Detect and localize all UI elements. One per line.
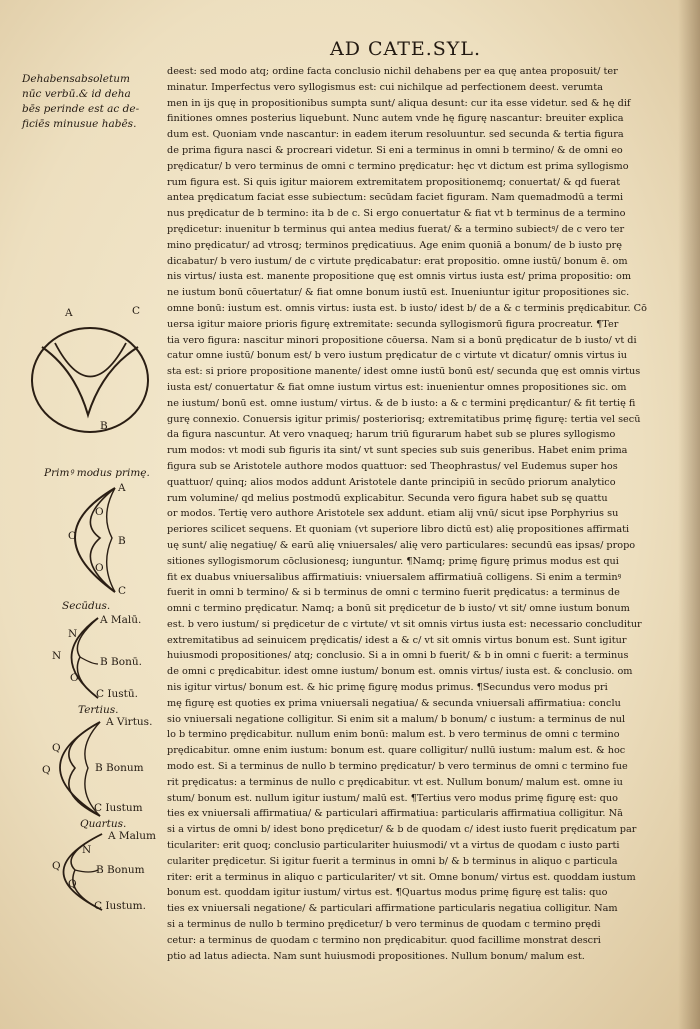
figure-diagram [20, 612, 170, 707]
margin-gloss-line: nūc verbū.& id deha [22, 88, 131, 100]
figure-label-c: C Iustum [94, 802, 143, 814]
figure-label-q: Q [68, 878, 77, 890]
text-line: mę figurę est quoties ex prima vniuersali negatiua/ & secunda vniuersali affirmatiua: conclu [167, 697, 621, 709]
text-line: nus prędicatur de b termino: ita b de c. Si ergo conuertatur & fiat vt b terminus de a termino [167, 208, 626, 220]
text-line: sta est: si priore propositione manente/ idest omne iustū bonū est/ secunda quę est omnis virtus [167, 366, 641, 378]
text-line: cetur: a terminus de quodam c termino non prędicabitur. quod facillime monstrat descri [167, 934, 601, 946]
figure-diagram [20, 480, 170, 605]
main-text-column [167, 64, 665, 964]
figure-label-a: A Malū. [100, 614, 142, 626]
figure-label-o: O [68, 530, 77, 542]
text-line: antea prędicatum faciat esse subiectum: secūdam faciet figuram. Nam quemadmodū a termi [167, 192, 624, 204]
text-line: or modos. Tertię vero authore Aristotele sex addunt. etiam alij vnū/ sicut ipse Porphyrius su [167, 508, 619, 520]
text-line: nis virtus/ iusta est. manente propositione quę est omnis virtus iusta est/ prima propositio: om [167, 271, 632, 283]
text-line: figura sub se Aristotele authore modos quattuor: sed Theophrastus/ vel Eudemus super hos [167, 460, 618, 472]
text-line: uę sunt/ alię negatiuę/ & earū alię vniuersales/ alię vero particulares: secundū eas ipsas/ propo [167, 539, 636, 551]
page-gutter-shadow [678, 0, 700, 1029]
text-line: ties ex vniuersali negatione/ & particulari affirmatione particularis negatiua colligitur. Nam [167, 903, 618, 915]
text-line: omni c termino prędicatur. Namq; a bonū sit prędicetur de b iusto/ vt sit/ omne iustum bonum [167, 603, 630, 615]
margin-gloss [22, 72, 172, 132]
text-line: prędicabitur. omne enim iustum: bonum est. quare colligitur/ nullū iustum: malum est. & hoc [167, 745, 626, 757]
text-line: rum figura est. Si quis igitur maiorem extremitatem propositionemq; conuertat/ & qd fuerat [167, 176, 621, 188]
text-line: lo b termino prędicabitur. nullum enim bonū: malum est. b vero terminus de omni c termino [167, 729, 620, 741]
text-line: iusta est/ conuertatur & fiat omne iustum virtus est: inuenientur omnes propositiones sic. om [167, 381, 627, 393]
text-line: ne iustum bonū cōuertatur/ & fiat omne bonum iustū est. Inueniuntur igitur propositiones sic. [167, 287, 630, 299]
figure-label-b: B [118, 535, 126, 547]
figure-label-c: C Iustū. [96, 688, 138, 700]
text-line: nis igitur virtus/ bonum est. & hic primę figurę modus primus. ¶Secundus vero modus pri [167, 682, 608, 694]
text-line: extremitatibus ad seinuicem prędicatis/ idest a & c/ vt sit omnis virtus bonum est. Sunt igitur [167, 634, 627, 646]
text-line: deest: sed modo atq; ordine facta conclusio nichil dehabens per ea quę antea proposuit/ ter [167, 66, 618, 77]
margin-gloss-line: Dehabensabsoletum [22, 73, 130, 85]
text-line: rit prędicatus: a terminus de nullo c prędicabitur. vt est. Nullum bonum/ malum est. omne iu [167, 776, 623, 788]
text-line: prędicetur: inuenitur b terminus qui antea medius fuerat/ & a termino subiectꝰ/ de c vero ter [167, 223, 625, 235]
figure-label-b: B Bonū. [100, 656, 142, 668]
text-line: de prima figura nasci & procreari videtur. Si eni a terminus in omni b termino/ & de omni eo [167, 144, 623, 156]
figure-label-a: A Malum [108, 830, 157, 842]
text-line: catur omne iustū/ bonum est/ b vero iustum prędicatur de c virtute vt dicatur/ omnis virtus iu [167, 350, 628, 362]
text-line: si a virtus de omni b/ idest bono prędicetur/ & b de quodam c/ idest iusto fuerit prędicatum par [167, 824, 637, 836]
figure-label-c: C Iustum. [94, 900, 146, 912]
text-line: ptio ad latus adiecta. Nam sunt huiusmodi propositiones. Nullum bonum/ malum est. [167, 950, 585, 962]
figure-label-b: B [100, 420, 108, 432]
figure-label-a: A [118, 482, 126, 494]
figure-modus-primus [20, 480, 170, 605]
text-line: quattuor/ quinq; alios modos addunt Aristotele dante principiū in secūdo priorum analytico [167, 476, 616, 488]
text-line: huiusmodi propositiones/ atq; conclusio. Si a in omni b fuerit/ & b in omni c fuerit: a terminus [167, 650, 629, 662]
figure-caption: Tertius. [78, 704, 119, 716]
figure-modus-tertius [20, 716, 170, 826]
running-header: AD CATE.SYL. [330, 38, 482, 60]
text-line: finitiones omnes posterius liquebunt. Nunc autem vnde hę figurę nascantur: breuiter explica [167, 113, 624, 125]
figure-label-c: C [118, 585, 127, 597]
figure-caption: Secūdus. [62, 600, 111, 612]
text-line: fit ex duabus vniuersalibus affirmatiuis: vniuersalem affirmatiuā colligens. Si enim a terminꝰ [167, 571, 622, 583]
figure-label-n: N [52, 650, 62, 662]
text-line: dicabatur/ b vero iustum/ de c virtute prędicabatur: erat propositio. omne iustū/ bonum ē. om [167, 255, 628, 267]
text-line: riter: erit a terminus in aliquo c particulariter/ vt sit. Omne bonum/ virtus est. quoddam iustum [167, 871, 636, 883]
text-line: ne iustum/ bonū est. omne iustum/ virtus. & de b iusto: a & c termini prędicantur/ & fit tertię fi [167, 397, 636, 409]
text-line: da figura nascuntur. At vero vnaqueq; harum triū figurarum habet sub se plures syllogismo [167, 429, 616, 441]
figure-label-q: Q [52, 860, 61, 872]
figure-syllogism-first [20, 305, 170, 440]
text-line: gurę connexio. Conuersis igitur primis/ posteriorisq; extremitatibus primę figurę: tertia vel secū [167, 413, 641, 425]
text-line: minatur. Imperfectus vero syllogismus est: cui nichilque ad perfectionem deest. verumta [167, 81, 603, 93]
text-line: si a terminus de nullo b termino prędicetur/ b vero terminus de quodam c termino prędi [167, 919, 601, 931]
figure-label-q: Q [42, 764, 51, 776]
text-line: prędicatur/ b vero terminus de omni c termino prędicatur: hęc vt dictum est prima syllogismo [167, 160, 629, 172]
figure-label-b: B Bonum [96, 864, 145, 876]
text-line: omne bonū: iustum est. omnis virtus: iusta est. b iusto/ idest b/ de a & c terminis prędicabitur. Cō [167, 302, 647, 314]
text-line: fuerit in omni b termino/ & si b terminus de omni c termino fuerit prędicatus: a terminus de [167, 587, 620, 599]
text-line: mino prędicatur/ ad vtrosq; terminos prędicatiuus. Age enim quoniā a bonum/ de b iusto prę [167, 239, 623, 251]
text-line: ticulariter: erit quoq; conclusio particulariter huiusmodi/ vt a virtus de quodam c iusto parti [167, 840, 620, 852]
text-line: uersa igitur maiore prioris figurę extremitate: secunda syllogismorū figura procreatur. ¶Ter [167, 318, 619, 330]
text-line: modo est. Si a terminus de nullo b termino prędicatur/ b vero terminus de omni c termino fue [167, 761, 628, 773]
text-line: rum modos: vt modi sub figuris ita sint/ vt sunt species sub suis generibus. Habet enim prima [167, 445, 628, 457]
figure-label-q: Q [52, 742, 61, 754]
figure-diagram [20, 305, 170, 440]
figure-modus-secundus [20, 612, 170, 707]
figure-label-o: O [95, 562, 104, 574]
text-line: rum volumine/ qd melius postmodū explicabitur. Secunda vero figura habet sub sę quattu [167, 492, 608, 504]
text-line: culariter prędicetur. Si igitur fuerit a terminus in omni b/ & b terminus in aliquo c particula [167, 855, 618, 867]
text-line: periores scilicet sequens. Et quoniam (vt superiore libro dictū est) alię propositiones affirmati [167, 524, 630, 536]
figure-label-a: A Virtus. [106, 716, 153, 728]
text-line: ties ex vniuersali affirmatiua/ & particulari affirmatiua: particularis affirmatiua colligitur. Nā [167, 808, 623, 820]
figure-label-c: C [132, 305, 141, 317]
figure-label-b: B Bonum [95, 762, 144, 774]
figure-label-o: O [70, 672, 79, 684]
figure-label-n: N [82, 844, 92, 856]
margin-gloss-line: bēs perinde est ac de- [22, 103, 140, 115]
figure-caption: Primꝰ modus primę. [44, 467, 150, 479]
text-line: stum/ bonum est. nullum igitur iustum/ malū est. ¶Tertius vero modus primę figurę est: quo [167, 792, 618, 804]
text-line: men in ijs quę in propositionibus sumpta sunt/ aliqua desunt: cur ita esse videtur. sed & hę dif [167, 97, 631, 109]
text-line: sio vniuersali negatione colligitur. Si enim sit a malum/ b bonum/ c iustum: a terminus de nul [167, 713, 626, 725]
figure-label-a: A [65, 307, 73, 319]
text-line: bonum est. quoddam igitur iustum/ virtus est. ¶Quartus modus primę figurę est talis: quo [167, 887, 608, 899]
figure-label-o: O [95, 506, 104, 518]
text-line: sitiones syllogismorum cōclusionesq; iunguntur. ¶Namq; primę figurę primus modus est qui [167, 555, 619, 567]
text-line: tia vero figura: nascitur minori propositione cōuersa. Nam si a bonū prędicatur de b iusto/ vt di [167, 334, 637, 346]
figure-label-n: N [68, 628, 78, 640]
text-line: de omni c prędicabitur. idest omne iustum/ bonum est. omnis virtus/ iusta est. & conclusio. om [167, 666, 633, 678]
margin-gloss-line: ficiēs minusue habēs. [22, 118, 137, 130]
figure-modus-quartus [20, 830, 170, 920]
text-line: est. b vero iustum/ si prędicetur de c virtute/ vt sit omnis virtus iusta est: necessario concluditur [167, 618, 642, 630]
figure-caption: Quartus. [80, 818, 127, 830]
text-line: dum est. Quoniam vnde nascantur: in eadem iterum resoluuntur. sed secunda & tertia figura [167, 129, 624, 141]
